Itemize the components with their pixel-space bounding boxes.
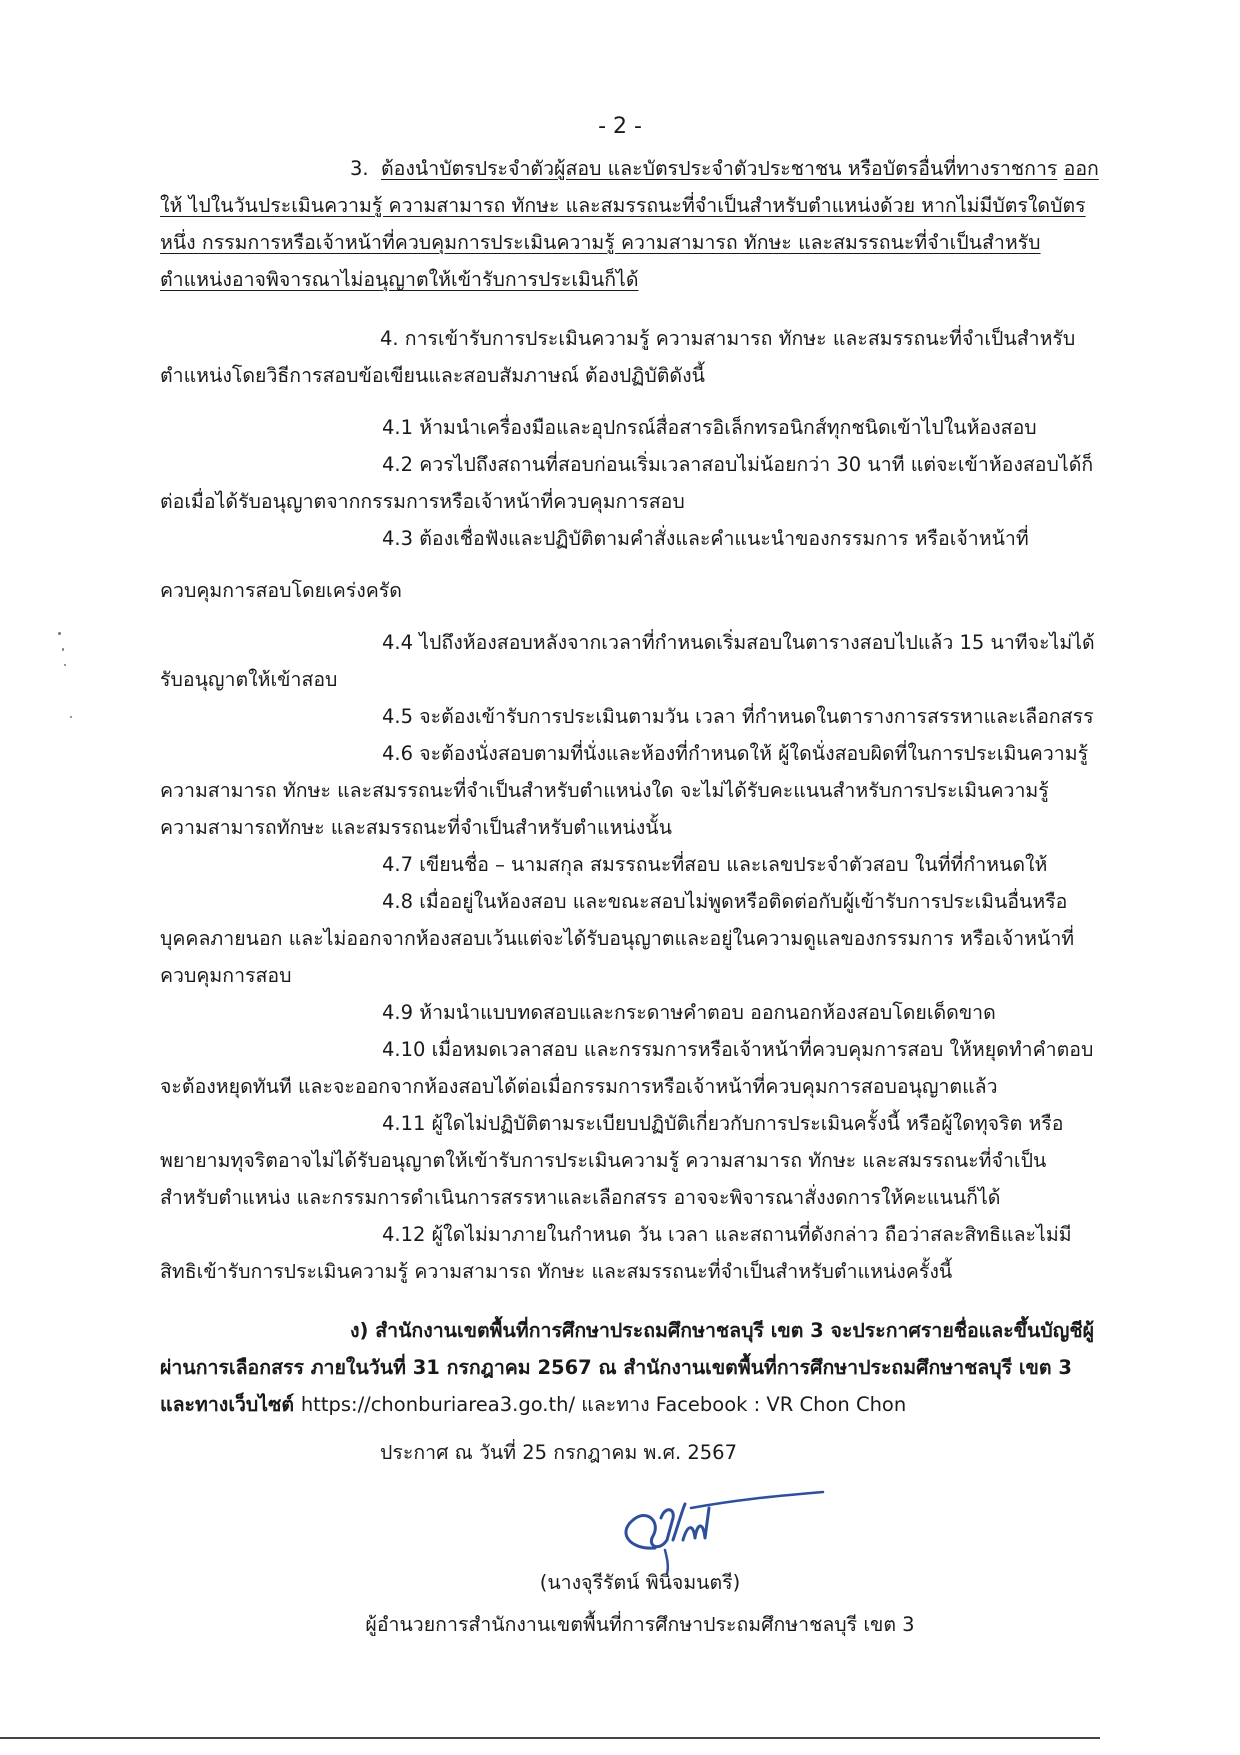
item-4-1: 4.1 ห้ามนำเครื่องมือและอุปกรณ์สื่อสารอิเล็กทรอนิกส์ทุกชนิดเข้าไปในห้องสอบ <box>382 416 1037 439</box>
signer-title: ผู้อำนวยการสำนักงานเขตพื้นที่การศึกษาประถมศึกษาชลบุรี เขต 3 <box>365 1613 915 1636</box>
section-3-number: 3. <box>350 157 369 180</box>
scan-bottom-edge <box>0 1737 1100 1739</box>
signer-name: (นางจุรีรัตน์ พินิจมนตรี) <box>539 1571 741 1594</box>
item-4-3: 4.3 ต้องเชื่อฟังและปฏิบัติตามคำสั่งและคำแนะนำของกรรมการ หรือเจ้าหน้าที่ <box>382 527 1029 550</box>
section-3-text-rest: ออกให้ ไปในวันประเมินความรู้ ความสามารถ ทักษะ และสมรรถนะที่จำเป็นสำหรับตำแหน่งด้วย หากไม่มีบัตรใดบัตรหนึ่ง กรรมการหรือเจ้าหน้าที่ควบคุมการประเมินความรู้ ความสามารถ ทักษะ และสมรรถนะที่จำเป็นสำหรับตำแหน่งอาจพิจารณาไม่อนุญาตให้เข้ารับการประเมินก็ได้ <box>160 157 1099 291</box>
item-4-12: 4.12 ผู้ใดไม่มาภายในกำหนด วัน เวลา และสถานที่ดังกล่าว ถือว่าสละสิทธิและไม่มีสิทธิเข้ารับการประเมินความรู้ ความสามารถ ทักษะ และสมรรถนะที่จำเป็นสำหรับตำแหน่งครั้งนี้ <box>160 1223 1072 1283</box>
item-4-10: 4.10 เมื่อหมดเวลาสอบ และกรรมการหรือเจ้าหน้าที่ควบคุมการสอบ ให้หยุดทำคำตอบจะต้องหยุดทันที และจะออกจากห้องสอบได้ต่อเมื่อกรรมการหรือเจ้าหน้าที่ควบคุมการสอบอนุญาตแล้ว <box>160 1038 1094 1098</box>
section-4-intro: 4. การเข้ารับการประเมินความรู้ ความสามารถ ทักษะ และสมรรถนะที่จำเป็นสำหรับตำแหน่งโดยวิธีการสอบข้อเขียนและสอบสัมภาษณ์ ต้องปฏิบัติดังนี้ <box>160 327 1076 387</box>
item-4-7: 4.7 เขียนชื่อ – นามสกุล สมรรถนะที่สอบ และเลขประจำตัวสอบ ในที่ที่กำหนดให้ <box>382 853 1048 876</box>
item-4-3-continued: ควบคุมการสอบโดยเคร่งครัด <box>160 579 402 602</box>
section-d <box>160 1312 1100 1423</box>
scan-speck <box>58 632 61 635</box>
scan-speck <box>62 648 64 651</box>
item-4-8: 4.8 เมื่ออยู่ในห้องสอบ และขณะสอบไม่พูดหรือติดต่อกับผู้เข้ารับการประเมินอื่นหรือบุคคลภายนอก และไม่ออกจากห้องสอบเว้นแต่จะได้รับอนุญาตและอยู่ในความดูแลของกรรมการ หรือเจ้าหน้าที่ควบคุมการสอบ <box>160 890 1075 987</box>
item-4-6: 4.6 จะต้องนั่งสอบตามที่นั่งและห้องที่กำหนดให้ ผู้ใดนั่งสอบผิดที่ในการประเมินความรู้ความสามารถ ทักษะ และสมรรถนะที่จำเป็นสำหรับตำแหน่งใด จะไม่ได้รับคะแนนสำหรับการประเมินความรู้ ความสามารถทักษะ และสมรรถนะที่จำเป็นสำหรับตำแหน่งนั้น <box>160 742 1089 839</box>
item-4-5: 4.5 จะต้องเข้ารับการประเมินตามวัน เวลา ที่กำหนดในตารางการสรรหาและเลือกสรร <box>382 705 1094 728</box>
scan-speck <box>64 664 66 666</box>
item-4-11: 4.11 ผู้ใดไม่ปฏิบัติตามระเบียบปฏิบัติเกี่ยวกับการประเมินครั้งนี้ หรือผู้ใดทุจริต หรือพยายามทุจริตอาจไม่ได้รับอนุญาตให้เข้ารับการประเมินความรู้ ความสามารถ ทักษะ และสมรรถนะที่จำเป็นสำหรับตำแหน่ง และกรรมการดำเนินการสรรหาและเลือกสรร อาจจะพิจารณาสั่งงดการให้คะแนนก็ได้ <box>160 1112 1064 1209</box>
announcement-date: ประกาศ ณ วันที่ 25 กรกฎาคม พ.ศ. 2567 <box>380 1441 737 1464</box>
facebook-reference: และทาง Facebook : VR Chon Chon <box>575 1393 907 1416</box>
section-3-text-first: ต้องนำบัตรประจำตัวผู้สอบ และบัตรประจำตัวประชาชน หรือบัตรอื่นที่ทางราชการ <box>381 157 1058 180</box>
section-d-text: ง) สำนักงานเขตพื้นที่การศึกษาประถมศึกษาชลบุรี เขต 3 จะประกาศรายชื่อและขึ้นบัญชีผู้ผ่านการเลือกสรร ภายในวันที่ 31 กรกฎาคม 2567 ณ สำนักงานเขตพื้นที่การศึกษาประถมศึกษาชลบุรี เขต 3 และทางเว็บไซต์ <box>160 1319 1094 1416</box>
item-4-2: 4.2 ควรไปถึงสถานที่สอบก่อนเริ่มเวลาสอบไม่น้อยกว่า 30 นาที แต่จะเข้าห้องสอบได้ก็ต่อเมื่อได้รับอนุญาตจากกรรมการหรือเจ้าหน้าที่ควบคุมการสอบ <box>160 453 1094 513</box>
item-4-4: 4.4 ไปถึงห้องสอบหลังจากเวลาที่กำหนดเริ่มสอบในตารางสอบไปแล้ว 15 นาทีจะไม่ได้รับอนุญาตให้เข้าสอบ <box>160 631 1095 691</box>
document-body <box>160 150 1100 1423</box>
signature <box>595 1478 825 1578</box>
page-number: - 2 - <box>598 114 642 139</box>
website-link[interactable]: https://chonburiarea3.go.th/ <box>300 1393 576 1416</box>
section-3 <box>160 150 1100 298</box>
scan-speck <box>70 716 72 718</box>
item-4-9: 4.9 ห้ามนำแบบทดสอบและกระดาษคำตอบ ออกนอกห้องสอบโดยเด็ดขาด <box>382 1001 996 1024</box>
